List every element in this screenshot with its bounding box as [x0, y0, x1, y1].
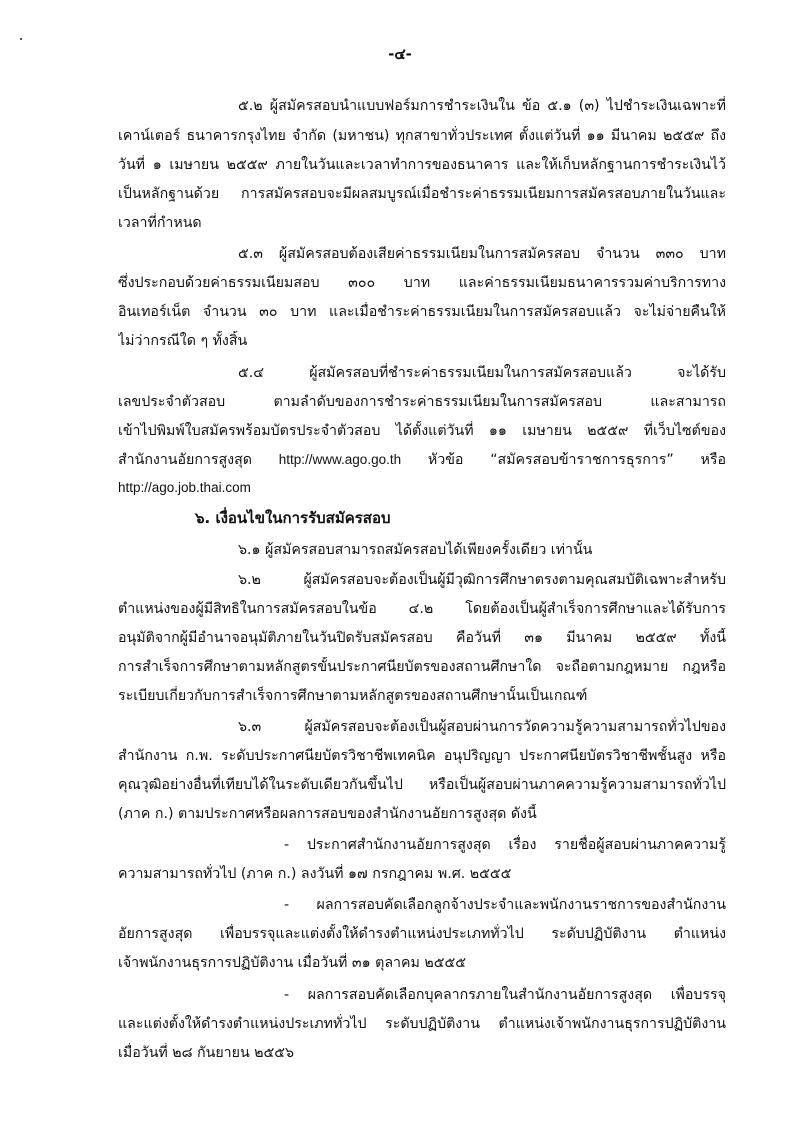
item-6-2-line-4: การสำเร็จการศึกษาตามหลักสูตรขั้นประกาศนียบัตรของสถานศึกษาใด จะถือตามกฎหมาย กฎหรือ [118, 659, 726, 675]
line-suffix: หัวข้อ “สมัครสอบข้าราชการธุรการ” หรือ [427, 452, 726, 468]
scan-speck [20, 38, 22, 40]
para-5-3-line-2: ซึ่งประกอบด้วยค่าธรรมเนียมสอบ ๓๐๐ บาท และค่าธรรมเนียมธนาคารรวมค่าบริการทาง [118, 275, 726, 291]
para-5-4-line-4 [118, 450, 726, 470]
bullet-2-line-3: เจ้าพนักงานธุรการปฏิบัติงาน เมื่อวันที่ ๓๑ ตุลาคม ๒๕๕๕ [118, 955, 466, 971]
bullet-2-line-1: - ผลการสอบคัดเลือกลูกจ้างประจำและพนักงานราชการของสำนักงาน [284, 897, 726, 913]
para-5-2-line-2: เคาน์เตอร์ ธนาคารกรุงไทย จำกัด (มหาชน) ทุกสาขาทั่วประเทศ ตั้งแต่วันที่ ๑๑ มีนาคม ๒๕๕๙ ถึง [118, 128, 726, 144]
para-5-4-line-5 [118, 478, 726, 498]
item-6-3-line-1: ๖.๓ ผู้สมัครสอบจะต้องเป็นผู้สอบผ่านการวัดความรู้ความสามารถทั่วไปของ [238, 719, 726, 735]
bullet-3-line-3: เมื่อวันที่ ๒๘ กันยายน ๒๕๕๖ [118, 1045, 294, 1061]
para-5-4-line-3: เข้าไปพิมพ์ใบสมัครพร้อมบัตรประจำตัวสอบ ได้ตั้งแต่วันที่ ๑๑ เมษายน ๒๕๕๙ ที่เว็บไซต์ของ [118, 423, 726, 439]
item-6-2-line-3: อนุมัติจากผู้มีอำนาจอนุมัติภายในวันปิดรับสมัครสอบ คือวันที่ ๓๑ มีนาคม ๒๕๕๙ ทั้งนี้ [118, 630, 726, 646]
item-6-1: ๖.๑ ผู้สมัครสอบสามารถสมัครสอบได้เพียงครั้งเดียว เท่านั้น [238, 542, 593, 558]
item-6-2-line-2: ตำแหน่งของผู้มีสิทธิในการสมัครสอบในข้อ ๔.๒ โดยต้องเป็นผู้สำเร็จการศึกษาและได้รับการ [118, 601, 726, 617]
bullet-3-line-1: - ผลการสอบคัดเลือกบุคลากรภายในสำนักงานอัยการสูงสุด เพื่อบรรจุ [284, 987, 726, 1003]
para-5-2-line-5: เวลาที่กำหนด [118, 215, 202, 231]
para-5-3-line-4: ไม่ว่ากรณีใด ๆ ทั้งสิ้น [118, 333, 248, 349]
para-5-3-line-1: ๕.๓ ผู้สมัครสอบต้องเสียค่าธรรมเนียมในการสมัครสอบ จำนวน ๓๓๐ บาท [238, 246, 726, 262]
item-6-3-line-4: (ภาค ก.) ตามประกาศหรือผลการสอบของสำนักงานอัยการสูงสุด ดังนี้ [118, 806, 537, 822]
para-5-4-line-2: เลขประจำตัวสอบ ตามลำดับของการชำระค่าธรรมเนียมในการสมัครสอบ และสามารถ [118, 394, 726, 410]
para-5-2-line-3: วันที่ ๑ เมษายน ๒๕๕๙ ภายในวันและเวลาทำการของธนาคาร และให้เก็บหลักฐานการชำระเงินไว้ [118, 157, 726, 173]
para-5-3-line-3: อินเทอร์เน็ต จำนวน ๓๐ บาท และเมื่อชำระค่าธรรมเนียมในการสมัครสอบแล้ว จะไม่จ่ายคืนให้ [118, 304, 726, 320]
para-5-2-line-4: เป็นหลักฐานด้วย การสมัครสอบจะมีผลสมบูรณ์เมื่อชำระค่าธรรมเนียมการสมัครสอบภายในวันและ [118, 186, 726, 202]
section-6-heading: ๖. เงื่อนไขในการรับสมัครสอบ [195, 509, 391, 527]
ago-job-link[interactable]: http://ago.job.thai.com [118, 480, 251, 495]
bullet-1-line-2: ความสามารถทั่วไป (ภาค ก.) ลงวันที่ ๑๗ กรกฎาคม พ.ศ. ๒๕๕๕ [118, 866, 512, 882]
bullet-2-line-2: อัยการสูงสุด เพื่อบรรจุและแต่งตั้งให้ดำรงตำแหน่งประเภททั่วไป ระดับปฏิบัติงาน ตำแหน่ง [118, 926, 726, 942]
item-6-3-line-3: คุณวุฒิอย่างอื่นที่เทียบได้ในระดับเดียวกันขึ้นไป หรือเป็นผู้สอบผ่านภาคความรู้ความสามารถทั่วไป [118, 777, 726, 793]
bullet-1-line-1: - ประกาศสำนักงานอัยการสูงสุด เรื่อง รายชื่อผู้สอบผ่านภาคความรู้ [284, 837, 726, 853]
bullet-3-line-2: และแต่งตั้งให้ดำรงตำแหน่งประเภททั่วไป ระดับปฏิบัติงาน ตำแหน่งเจ้าพนักงานธุรการปฏิบัติงาน [118, 1016, 726, 1032]
para-5-4-line-1: ๕.๔ ผู้สมัครสอบที่ชำระค่าธรรมเนียมในการสมัครสอบแล้ว จะได้รับ [238, 365, 726, 381]
item-6-3-line-2: สำนักงาน ก.พ. ระดับประกาศนียบัตรวิชาชีพเทคนิค อนุปริญญา ประกาศนียบัตรวิชาชีพชั้นสูง หรือ [118, 748, 726, 764]
page-number: -๔- [388, 45, 412, 63]
para-5-2-line-1: ๕.๒ ผู้สมัครสอบนำแบบฟอร์มการชำระเงินใน ข้อ ๕.๑ (๓) ไปชำระเงินเฉพาะที่ [238, 98, 726, 114]
item-6-2-line-1: ๖.๒ ผู้สมัครสอบจะต้องเป็นผู้มีวุฒิการศึกษาตรงตามคุณสมบัติเฉพาะสำหรับ [238, 572, 726, 588]
ago-website-link[interactable]: http://www.ago.go.th [278, 452, 402, 467]
line-prefix: สำนักงานอัยการสูงสุด [118, 452, 252, 468]
item-6-2-line-5: ระเบียบเกี่ยวกับการสำเร็จการศึกษาตามหลักสูตรของสถานศึกษานั้นเป็นเกณฑ์ [118, 688, 588, 704]
